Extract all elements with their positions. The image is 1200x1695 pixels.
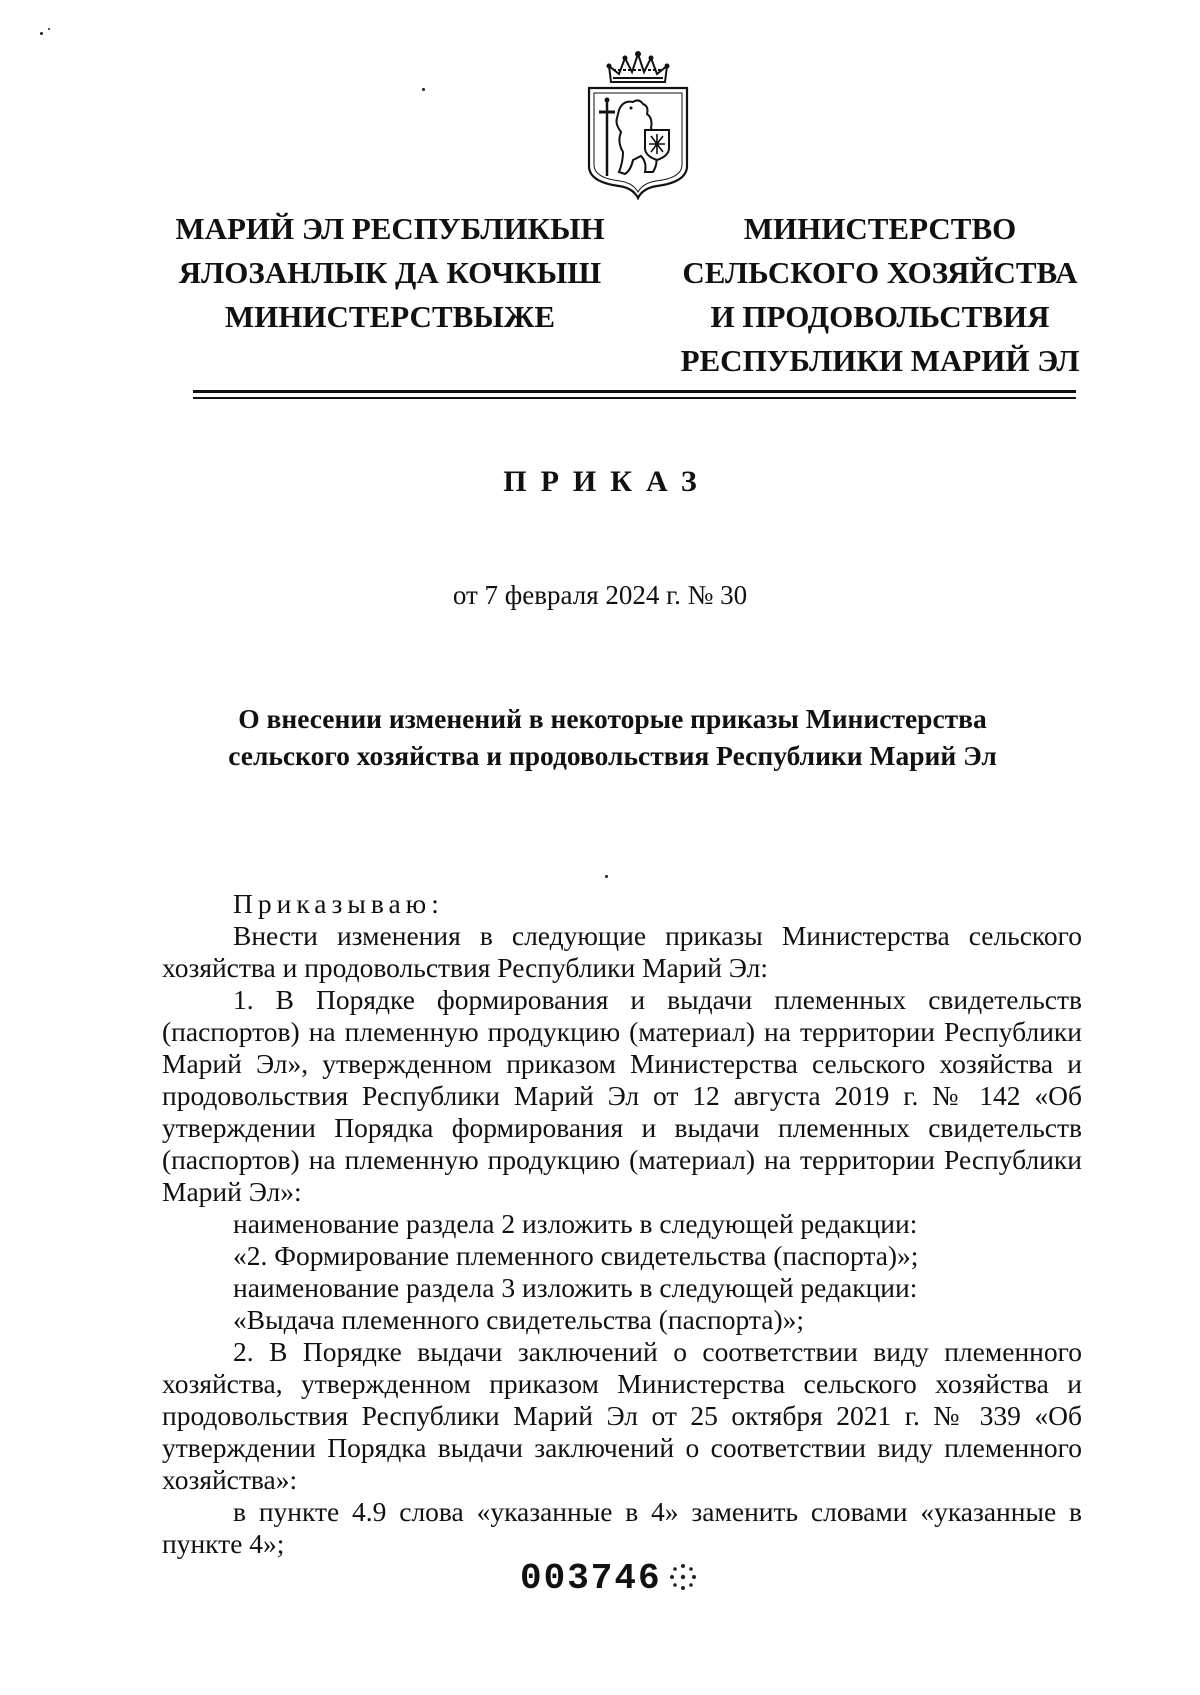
- stamp-mark-icon: [668, 1562, 698, 1592]
- body-paragraph: наименование раздела 3 изложить в следующей редакции:: [233, 1272, 918, 1303]
- header-rule-thin: [193, 397, 1076, 399]
- header-right-line: И ПРОДОВОЛЬСТВИЯ: [710, 299, 1050, 334]
- header-left-line: ЯЛОЗАНЛЫК ДА КОЧКЫШ: [178, 255, 602, 290]
- body-paragraph: 1. В Порядке формирования и выдачи племенных свидетельств (паспортов) на племенную продукцию (материал) на территории Республики Марий Эл», утвержденном приказом Министерства сельского хозяйства и продовольствия Республики Марий Эл от 12 августа 2019 г. № 142 «Об утверждении Порядка формирования и выдачи племенных свидетельств (паспортов) на племенную продукцию (материал) на территории Республики Марий Эл»:: [162, 984, 1082, 1207]
- header-right-line: СЕЛЬСКОГО ХОЗЯЙСТВА: [682, 255, 1078, 290]
- serial-number: 003746: [520, 1558, 662, 1599]
- body-paragraph: Приказываю:: [233, 888, 444, 919]
- body-paragraph: в пункте 4.9 слова «указанные в 4» заменить словами «указанные в пункте 4»;: [162, 1496, 1082, 1559]
- scan-speck: [48, 28, 50, 30]
- header-right-block: [680, 207, 1080, 383]
- header-rule-thick: [193, 390, 1076, 393]
- body-paragraph: «Выдача племенного свидетельства (паспорта)»;: [233, 1304, 805, 1335]
- document-date-number: от 7 февраля 2024 г. № 30: [452, 580, 748, 610]
- document-title: [200, 700, 1025, 774]
- header-right-line: РЕСПУБЛИКИ МАРИЙ ЭЛ: [680, 343, 1080, 378]
- body-paragraph: 2. В Порядке выдачи заключений о соответствии виду племенного хозяйства, утвержденном приказом Министерства сельского хозяйства и продовольствия Республики Марий Эл от 25 октября 2021 г. № 339 «Об утверждении Порядка выдачи заключений о соответствии виду племенного хозяйства»:: [162, 1336, 1082, 1495]
- coat-of-arms-emblem: [583, 48, 693, 200]
- body-paragraph: «2. Формирование племенного свидетельства (паспорта)»;: [233, 1240, 919, 1271]
- scan-speck: [422, 88, 425, 91]
- header-left-line: МИНИСТЕРСТВЫЖЕ: [224, 299, 556, 334]
- document-title-line: сельского хозяйства и продовольствия Республики Марий Эл: [228, 740, 997, 771]
- body-paragraph: наименование раздела 2 изложить в следующей редакции:: [233, 1208, 918, 1239]
- body-paragraph: Внести изменения в следующие приказы Министерства сельского хозяйства и продовольствия Республики Марий Эл:: [162, 920, 1082, 983]
- header-left-line: МАРИЙ ЭЛ РЕСПУБЛИКЫН: [175, 211, 605, 246]
- document-title-line: О внесении изменений в некоторые приказы Министерства: [238, 703, 987, 734]
- header-right-line: МИНИСТЕРСТВО: [743, 211, 1017, 246]
- document-type-heading: ПРИКАЗ: [503, 465, 711, 498]
- scan-speck: [40, 32, 43, 35]
- scan-speck: [605, 875, 608, 878]
- header-left-block: [175, 207, 605, 339]
- document-body: [162, 888, 1082, 1560]
